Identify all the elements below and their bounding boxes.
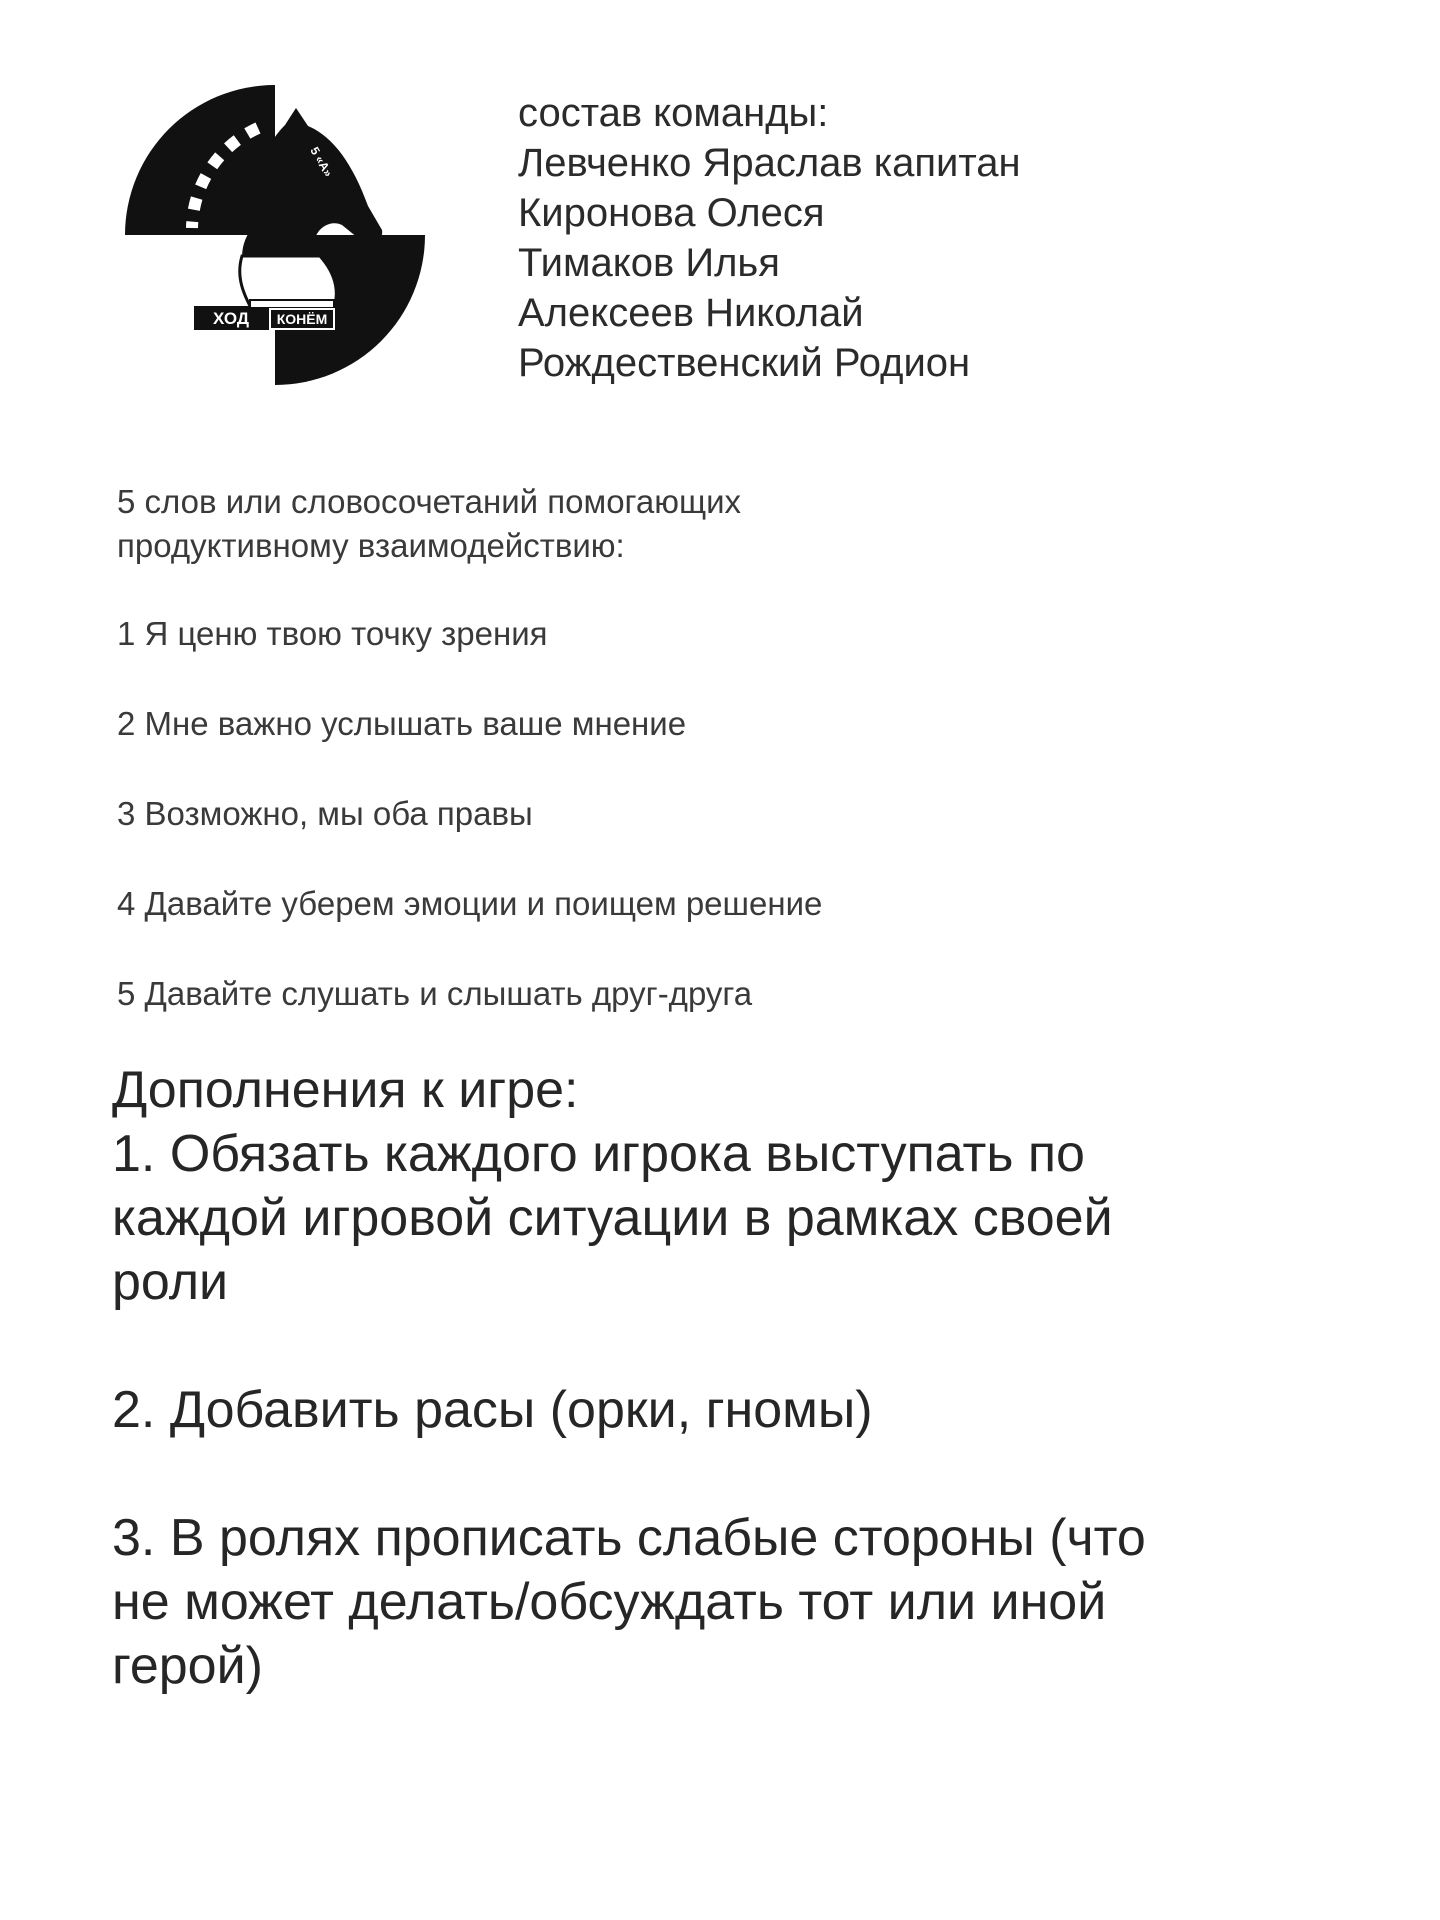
team-logo xyxy=(120,80,450,410)
phrase-item: 1 Я ценю твою точку зрения xyxy=(117,615,548,652)
phrases-heading-line2: продуктивному взаимодействию: xyxy=(117,527,625,564)
team-member: Рождественский Родион xyxy=(518,341,971,385)
phrases-heading-line1: 5 слов или словосочетаний помогающих xyxy=(117,483,742,520)
team-member: Левченко Ярaслав капитан xyxy=(518,141,1021,185)
logo-base-strip xyxy=(250,300,334,308)
logo-caption-right: КОНЁМ xyxy=(276,311,328,327)
team-member: Киронова Олеся xyxy=(518,191,825,235)
phrase-item: 5 Давайте слушать и слышать друг-друга xyxy=(117,975,753,1012)
phrase-item: 4 Давайте уберем эмоции и поищем решение xyxy=(117,885,823,922)
additions-list xyxy=(112,1122,1172,1698)
addition-item: 1. Обязать каждого игрока выступать по каждой игровой ситуации в рамках своей роли xyxy=(112,1125,1113,1311)
phrases-section xyxy=(117,480,822,1062)
team-member: Алексеев Николай xyxy=(518,291,864,335)
team-roster xyxy=(518,88,1021,388)
addition-item: 3. В ролях прописать слабые стороны (что не может делать/обсуждать тот или иной герой) xyxy=(112,1509,1146,1695)
logo-caption-left: ХОД xyxy=(212,309,250,328)
phrases-list xyxy=(117,612,822,1062)
phrase-item: 2 Мне важно услышать ваше мнение xyxy=(117,705,687,742)
additions-title: Дополнения к игре: xyxy=(112,1061,579,1119)
phrase-item: 3 Возможно, мы оба правы xyxy=(117,795,533,832)
phrases-heading xyxy=(117,480,822,568)
logo-class-label: 5 «А» xyxy=(307,144,336,180)
additions-section xyxy=(112,1058,1172,1762)
team-member: Тимаков Илья xyxy=(518,241,780,285)
addition-item: 2. Добавить расы (орки, гномы) xyxy=(112,1381,873,1439)
logo-top-quarter xyxy=(125,85,275,235)
team-heading: состав команды: xyxy=(518,91,829,135)
